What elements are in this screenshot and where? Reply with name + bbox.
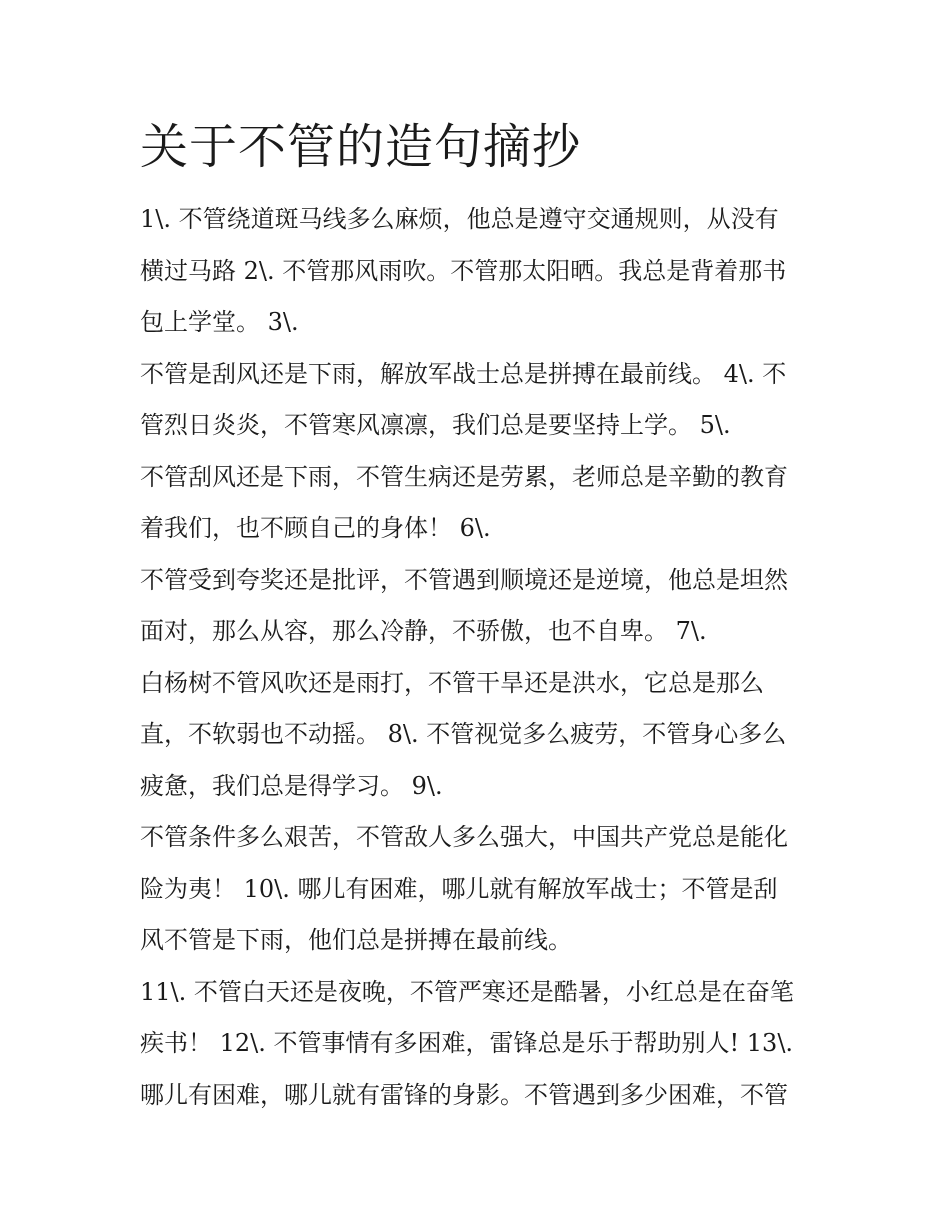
text-line: 包上学堂。 3\. [140,308,299,336]
paragraph-6 [140,812,820,967]
paragraph-1 [140,194,820,349]
text-line: 疾书！ 12\. 不管事情有多困难，雷锋总是乐于帮助别人! 13\. [140,1029,794,1057]
paragraph-7 [140,967,820,1122]
paragraph-3 [140,452,820,555]
text-line: 哪儿有困难，哪儿就有雷锋的身影。不管遇到多少困难，不管 [140,1080,788,1109]
text-line: 白杨树不管风吹还是雨打，不管干旱还是洪水，它总是那么 [140,668,764,697]
paragraph-2 [140,349,820,452]
document-title: 关于不管的造句摘抄 [140,119,582,175]
text-line: 1\. 不管绕道斑马线多么麻烦，他总是遵守交通规则，从没有 [140,205,779,233]
text-line: 面对，那么从容，那么冷静，不骄傲，也不自卑。 7\. [140,617,707,645]
text-line: 不管条件多么艰苦，不管敌人多么强大，中国共产党总是能化 [140,823,788,851]
paragraph-5 [140,658,820,813]
text-line: 风不管是下雨，他们总是拼搏在最前线。 [140,926,572,954]
text-line: 不管受到夸奖还是批评，不管遇到顺境还是逆境，他总是坦然 [140,565,788,594]
text-line: 横过马路 2\. 不管那风雨吹。不管那太阳晒。我总是背着那书 [140,256,787,285]
text-line: 险为夷！ 10\. 哪儿有困难，哪儿就有解放军战士；不管是刮 [140,874,778,903]
text-line: 11\. 不管白天还是夜晚，不管严寒还是酷暑，小红总是在奋笔 [140,977,794,1006]
text-line: 不管刮风还是下雨，不管生病还是劳累，老师总是辛勤的教育 [140,462,788,491]
text-line: 疲惫，我们总是得学习。 9\. [140,771,443,800]
text-line: 管烈日炎炎，不管寒风凛凛，我们总是要坚持上学。 5\. [140,411,731,439]
text-line: 不管是刮风还是下雨，解放军战士总是拼搏在最前线。 4\. 不 [140,359,787,388]
paragraph-4 [140,555,820,658]
document-page [140,112,820,1121]
text-line: 着我们，也不顾自己的身体！ 6\. [140,514,491,542]
text-line: 直，不软弱也不动摇。 8\. 不管视觉多么疲劳，不管身心多么 [140,720,787,748]
